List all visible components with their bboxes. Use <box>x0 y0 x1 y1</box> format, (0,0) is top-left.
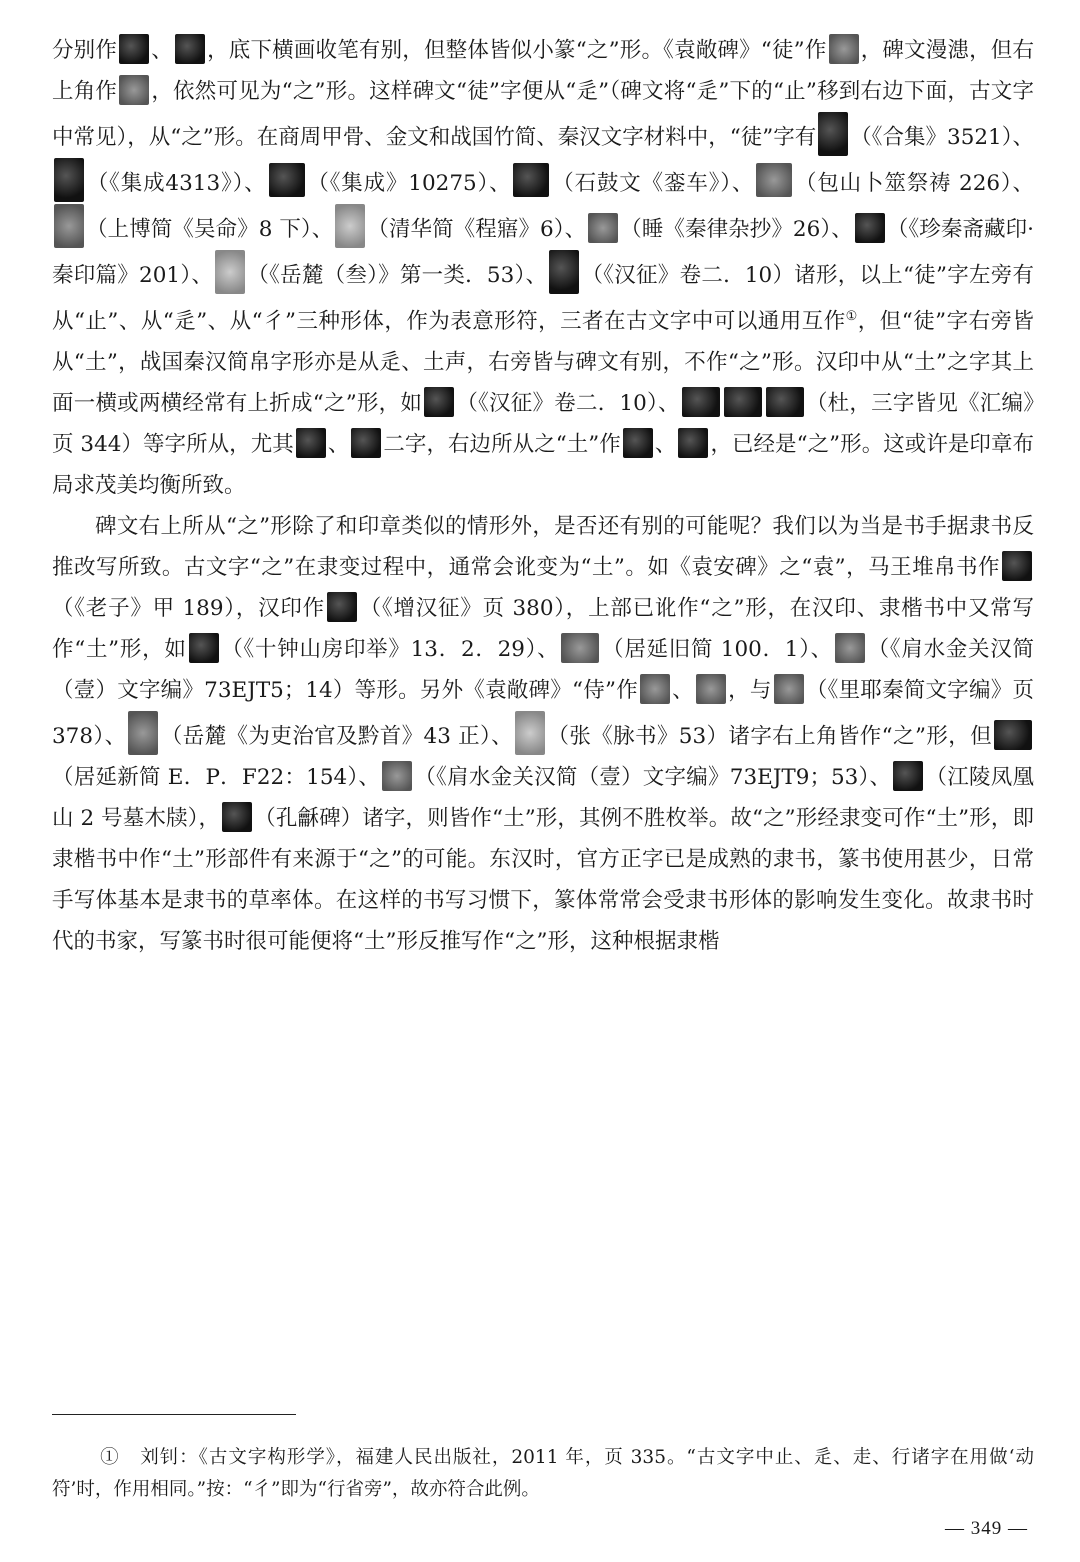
paragraph-1 <box>52 30 1034 506</box>
glyph-image <box>335 204 365 248</box>
text-run: 、 <box>327 432 350 458</box>
text-run: 分别作 <box>52 38 118 63</box>
text-run: 、 <box>671 678 694 704</box>
text-run: 、 <box>654 432 677 458</box>
footnote-reference[interactable]: ① <box>845 309 858 324</box>
text-run: ，底下横画收笔有别，但整体皆似小篆“之”形。《袁敞碑》“徒”作 <box>206 38 827 63</box>
glyph-image <box>269 163 305 197</box>
glyph-image <box>215 250 245 294</box>
glyph-image <box>835 633 865 663</box>
glyph-image <box>128 711 158 755</box>
glyph-image <box>175 34 205 64</box>
text-run: ，已经是“之”形。这或许是印章布局求茂美均衡所致。 <box>52 432 1034 499</box>
paragraph-2 <box>52 506 1034 962</box>
glyph-image <box>54 204 84 248</box>
text-run: （杜，三字皆见《汇编》页 344）等字所从，尤其 <box>52 391 1034 458</box>
main-text <box>52 30 1034 962</box>
glyph-image <box>682 387 720 417</box>
glyph-image <box>351 428 381 458</box>
text-run: （《汉征》卷二．10）、 <box>456 391 680 417</box>
glyph-image <box>678 428 708 458</box>
text-run: 、 <box>151 38 173 63</box>
glyph-image <box>119 34 149 64</box>
text-run: （张《脉书》53）诸字右上角皆作“之”形，但 <box>547 724 992 750</box>
glyph-image <box>296 428 326 458</box>
text-run: （江陵凤凰山 2 号墓木牍）， <box>52 765 1034 832</box>
text-run: （上博简《吴命》8 下）、 <box>86 217 334 242</box>
glyph-image <box>222 802 252 832</box>
text-run: 二字，右边所从之“土”作 <box>383 432 621 458</box>
text-run: ，碑文漫漶，但右上角作 <box>52 38 1034 104</box>
footnote-1 <box>52 1442 1034 1506</box>
glyph-image <box>424 387 454 417</box>
text-run: ，但“徒”字右旁皆从“土”，战国秦汉简帛字形亦是从辵、土声，右旁皆与碑文有别，不作“之”形。汉印中从“土”之字其上面一横或两横经常有上折成“之”形，如 <box>52 309 1035 417</box>
footnote-divider <box>52 1414 296 1415</box>
text-run: （《集成4313》）、 <box>86 171 267 196</box>
text-run: （《十钟山房印举》13．2．29）、 <box>220 637 560 663</box>
glyph-image <box>696 674 726 704</box>
text-run: （睡《秦律杂抄》26）、 <box>620 217 853 242</box>
glyph-image <box>1002 551 1032 581</box>
footnote <box>52 1442 1034 1506</box>
glyph-image <box>766 387 804 417</box>
text-run: （《肩水金关汉简（壹）文字编》73EJT5；14）等形。另外《袁敞碑》“侍”作 <box>52 637 1034 704</box>
glyph-image <box>382 761 412 791</box>
glyph-image <box>994 720 1032 750</box>
glyph-image <box>119 75 149 105</box>
glyph-image <box>327 592 357 622</box>
text-run: ，与 <box>727 678 772 704</box>
page-body <box>52 30 1034 962</box>
text-run: （《岳麓（叁）》第一类．53）、 <box>247 263 548 288</box>
glyph-image <box>561 633 599 663</box>
glyph-image <box>829 34 859 64</box>
text-run: （《肩水金关汉简（壹）文字编》73EJT9；53）、 <box>414 765 892 791</box>
glyph-image <box>756 163 792 197</box>
glyph-image <box>189 633 219 663</box>
text-run: （《合集》3521）、 <box>850 125 1034 150</box>
text-run: （包山卜筮祭祷 226）、 <box>794 171 1035 196</box>
text-run: （《集成》10275）、 <box>306 171 512 196</box>
glyph-image <box>623 428 653 458</box>
footnote-text: 刘钊：《古文字构形学》，福建人民出版社，2011 年，页 335。“古文字中止、辵、走、行诸字在用做‘动符’时，作用相同。”按：“彳”即为“行省旁”，故亦符合此例。 <box>52 1447 1034 1500</box>
footnote-marker: ① <box>100 1447 120 1468</box>
glyph-image <box>54 158 84 202</box>
glyph-image <box>893 761 923 791</box>
text-run: （清华简《程寤》6）、 <box>367 217 587 242</box>
text-run: （居延旧简 100．1）、 <box>601 637 833 663</box>
glyph-image <box>724 387 762 417</box>
text-run: （《汉征》卷二．10）诸形，以上“徒”字左旁有从“止”、从“辵”、从“彳”三种形体，作为表意形符，三者在古文字中可以通用互作 <box>52 263 1034 335</box>
glyph-image <box>640 674 670 704</box>
glyph-image <box>515 711 545 755</box>
text-run: （岳麓《为吏治官及黔首》43 正）、 <box>160 724 514 750</box>
text-run: 碑文右上所从“之”形除了和印章类似的情形外，是否还有别的可能呢？我们以为当是书手据隶书反推改写所致。古文字“之”在隶变过程中，通常会讹变为“土”。如《袁安碑》之“袁”，马王堆帛书作 <box>52 514 1034 581</box>
text-run: （居延新简 E．P．F22：154）、 <box>52 765 381 791</box>
text-run: ，依然可见为“之”形。这样碑文“徒”字便从“辵”（碑文将“辵”下的“止”移到右边下面，古文字中常见），从“之”形。在商周甲骨、金文和战国竹简、秦汉文字材料中，“徒”字有 <box>52 79 1034 150</box>
glyph-image <box>774 674 804 704</box>
text-run: （《珍秦斋藏印·秦印篇》201）、 <box>52 217 1035 288</box>
glyph-image <box>818 112 848 156</box>
text-run: （《增汉征》页 380），上部已讹作“之”形，在汉印、隶楷书中又常写作“土”形，如 <box>52 596 1035 663</box>
text-run: （孔龢碑）诸字，则皆作“土”形，其例不胜枚举。故“之”形经隶变可作“土”形，即隶楷书中作“土”形部件有来源于“之”的可能。东汉时，官方正字已是成熟的隶书，篆书使用甚少，日常手写体基本是隶书的草率体。在这样的书写习惯下，篆体常常会受隶书形体的影响发生变化。故隶书时代的书家，写篆书时很可能便将“土”形反推写作“之”形，这种根据隶楷 <box>52 806 1034 955</box>
glyph-image <box>513 163 549 197</box>
text-run: （《里耶秦简文字编》页 378）、 <box>52 678 1034 750</box>
glyph-image <box>588 213 618 243</box>
glyph-image <box>855 213 885 243</box>
page-number: — 349 — <box>945 1518 1028 1539</box>
glyph-image <box>549 250 579 294</box>
text-run: （《老子》甲 189），汉印作 <box>52 596 325 622</box>
text-run: （石鼓文《銮车》）、 <box>551 171 755 196</box>
